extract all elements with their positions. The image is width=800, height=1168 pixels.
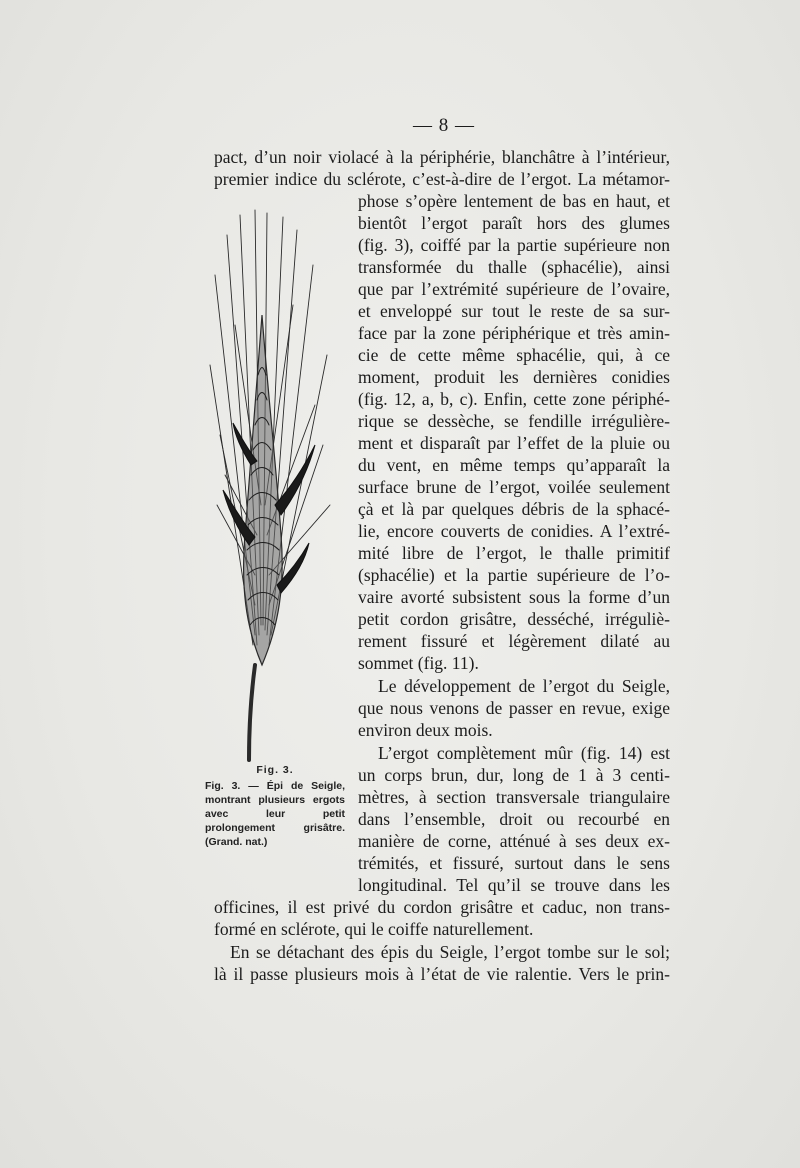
text-line: longitudinal. Tel qu’il se trouve dans les [358, 875, 670, 895]
page-number: — 8 — [413, 115, 475, 136]
text-line: (sphacélie) et la partie supérieure de l’o- [358, 565, 670, 585]
text-line: environ deux mois. [358, 720, 493, 740]
text-line: du vent, en même temps qu’apparaît la [358, 455, 670, 475]
figure-caption [205, 763, 345, 849]
text-line: que nous venons de passer en revue, exige [358, 698, 670, 718]
text-line: sommet (fig. 11). [358, 653, 479, 673]
text-line: mité libre de l’ergot, le thalle primitif [358, 543, 670, 563]
text-line: (fig. 12, a, b, c). Enfin, cette zone périphé- [358, 389, 670, 409]
text-line: Le développement de l’ergot du Seigle, [378, 676, 670, 696]
text-line: En se détachant des épis du Seigle, l’ergot tombe sur le sol; [230, 942, 670, 962]
text-line: phose s’opère lentement de bas en haut, et [358, 191, 670, 211]
text-line: trémités, et fissuré, surtout dans le sens [358, 853, 670, 873]
text-line: rique se dessèche, se fendille irrégulière- [358, 411, 670, 431]
text-line: manière de corne, atténué à ses deux ex- [358, 831, 670, 851]
text-line: bientôt l’ergot paraît hors des glumes [358, 213, 670, 233]
text-line: surface brune de l’ergot, voilée seulement [358, 477, 670, 497]
text-line: L’ergot complètement mûr (fig. 14) est [378, 743, 670, 763]
text-line: (fig. 3), coiffé par la partie supérieure non [358, 235, 670, 255]
text-line: un corps brun, dur, long de 1 à 3 centi- [358, 765, 670, 785]
text-line: dans l’ensemble, droit ou recourbé en [358, 809, 670, 829]
figure-caption-text: Fig. 3. — Épi de Seigle, montrant plusieurs ergots avec leur petit prolongement grisâtre. (Grand. nat.) [205, 780, 345, 848]
text-line: lie, encore couverts de conidies. A l’extré- [358, 521, 670, 541]
text-line: premier indice du sclérote, c’est-à-dire de l’ergot. La métamor- [214, 169, 670, 189]
text-line: face par la zone périphérique et très amin- [358, 323, 670, 343]
text-line: vaire avorté subsistent sous la forme d’un [358, 587, 670, 607]
text-line: mètres, à section transversale triangulaire [358, 787, 670, 807]
text-line: rement fissuré et légèrement dilaté au [358, 631, 670, 651]
text-line: officines, il est privé du cordon grisâtre et caduc, non trans- [214, 897, 670, 917]
text-line: que par l’extrémité supérieure de l’ovaire, [358, 279, 670, 299]
text-line: et enveloppé sur tout le reste de sa sur- [358, 301, 670, 321]
text-line: moment, produit les dernières conidies [358, 367, 670, 387]
text-line: formé en sclérote, qui le coiffe naturellement. [214, 919, 534, 939]
text-line: transformée du thalle (sphacélie), ainsi [358, 257, 670, 277]
text-line: là il passe plusieurs mois à l’état de vie ralentie. Vers le prin- [214, 964, 670, 984]
text-line: petit cordon grisâtre, desséché, irréguliè- [358, 609, 670, 629]
text-line: ment et disparaît par l’effet de la pluie ou [358, 433, 670, 453]
rye-ear-illustration [205, 205, 340, 770]
text-line: cie de cette même sphacélie, qui, à ce [358, 345, 670, 365]
text-line: pact, d’un noir violacé à la périphérie, blanchâtre à l’intérieur, [214, 147, 670, 167]
figure-3 [205, 205, 340, 770]
figure-label: Fig. 3. [256, 764, 294, 776]
text-line: çà et là par quelques débris de la sphacé- [358, 499, 670, 519]
